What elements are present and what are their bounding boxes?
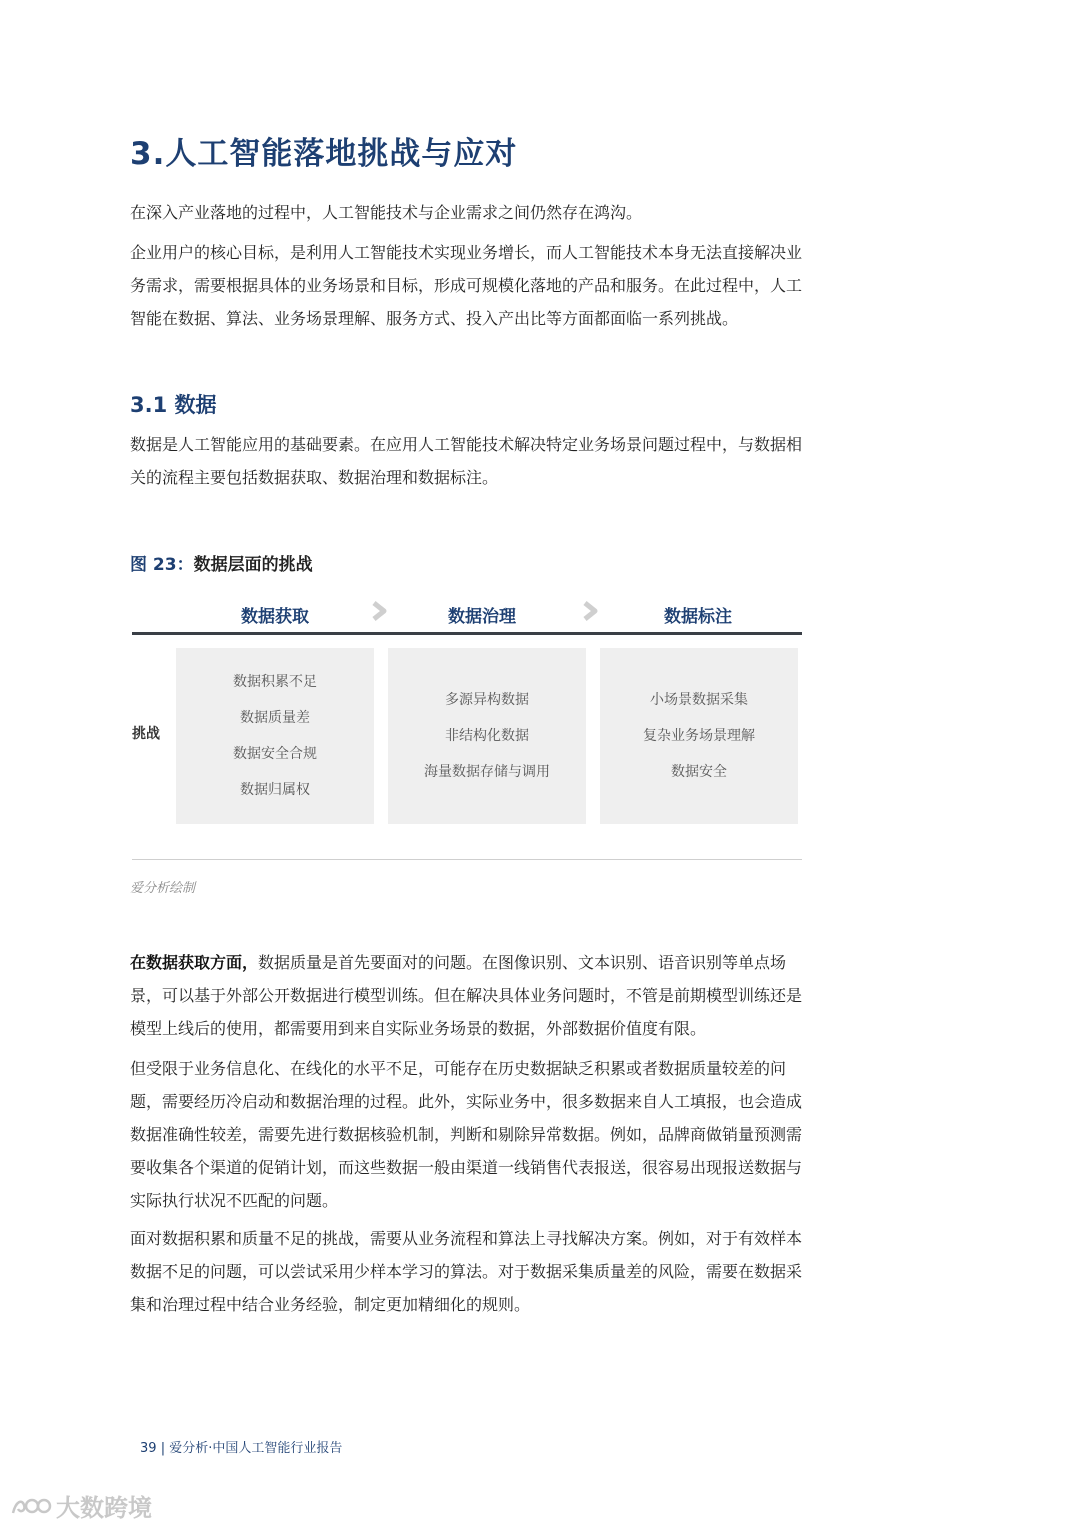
section-paragraph: 数据是人工智能应用的基础要素。在应用人工智能技术解决特定业务场景问题过程中，与数据相关的流程主要包括数据获取、数据治理和数据标注。 [130,435,803,487]
challenge-item: 数据归属权 [240,782,310,798]
section-heading: 3.1 数据 [130,393,217,417]
figure-bottom-rule [132,859,802,860]
figure-caption: 数据层面的挑战 [193,555,313,575]
chevron-right-icon [581,600,601,622]
body-paragraph-2: 但受限于业务信息化、在线化的水平不足，可能存在历史数据缺乏积累或者数据质量较差的问题，需要经历冷启动和数据治理的过程。此外，实际业务中，很多数据来自人工填报，也会造成数据准确性较差，需要先进行数据核验机制，判断和剔除异常数据。例如，品牌商做销量预测需要收集各个渠道的促销计划，而这些数据一般由渠道一线销售代表报送，很容易出现报送数据与实际执行状况不匹配的问题。 [130,1059,803,1210]
footer-title: 爱分析·中国人工智能行业报告 [169,1441,343,1456]
figure-number: 图 23： [130,555,194,575]
paragraph-lead: 在数据获取方面， [130,953,259,972]
figure-source: 爱分析绘制 [130,881,196,896]
paragraph-text: 数据质量是首先要面对的问题。在图像识别、文本识别、语音识别等单点场景，可以基于外部公开数据进行模型训练。但在解决具体业务问题时，不管是前期模型训练还是模型上线后的使用，都需要用到来自实际业务场景的数据，外部数据价值度有限。 [130,953,803,1038]
challenge-item: 数据安全 [671,764,727,780]
challenge-item: 非结构化数据 [445,728,529,744]
body-paragraph-1 [130,946,802,1045]
footer-separator: | [160,1441,166,1456]
challenge-box-annotation [600,648,798,824]
challenge-item: 数据积累不足 [233,674,317,690]
challenge-item: 复杂业务场景理解 [643,728,755,744]
challenge-box-acquisition [176,648,374,824]
challenge-box-governance [388,648,586,824]
challenge-item: 小场景数据采集 [650,692,748,708]
row-label-challenges: 挑战 [132,726,160,742]
challenge-item: 数据安全合规 [233,746,317,762]
challenge-item: 多源异构数据 [445,692,529,708]
watermark-logo-icon [10,1493,52,1519]
data-challenges-figure [130,596,802,896]
column-header-acquisition: 数据获取 [241,607,309,627]
chapter-heading: 3.人工智能落地挑战与应对 [130,136,518,172]
watermark [10,1488,152,1523]
page-footer [140,1437,342,1456]
intro-paragraph-1: 在深入产业落地的过程中，人工智能技术与企业需求之间仍然存在鸿沟。 [130,203,643,222]
challenge-item: 数据质量差 [240,710,310,726]
body-paragraph-3: 面对数据积累和质量不足的挑战，需要从业务流程和算法上寻找解决方案。例如，对于有效样本数据不足的问题，可以尝试采用少样本学习的算法。对于数据采集质量差的风险，需要在数据采集和治理过程中结合业务经验，制定更加精细化的规则。 [130,1229,803,1314]
column-header-annotation: 数据标注 [664,607,732,627]
figure-header-rule [132,632,802,635]
challenge-item: 海量数据存储与调用 [424,764,550,780]
figure-title [130,550,313,575]
column-header-governance: 数据治理 [448,607,516,627]
watermark-text: 大数跨境 [56,1494,152,1522]
intro-paragraph-2: 企业用户的核心目标，是利用人工智能技术实现业务增长，而人工智能技术本身无法直接解决业务需求，需要根据具体的业务场景和目标，形成可规模化落地的产品和服务。在此过程中，人工智能在数据、算法、业务场景理解、服务方式、投入产出比等方面都面临一系列挑战。 [130,243,803,328]
page-number: 39 [140,1441,157,1456]
